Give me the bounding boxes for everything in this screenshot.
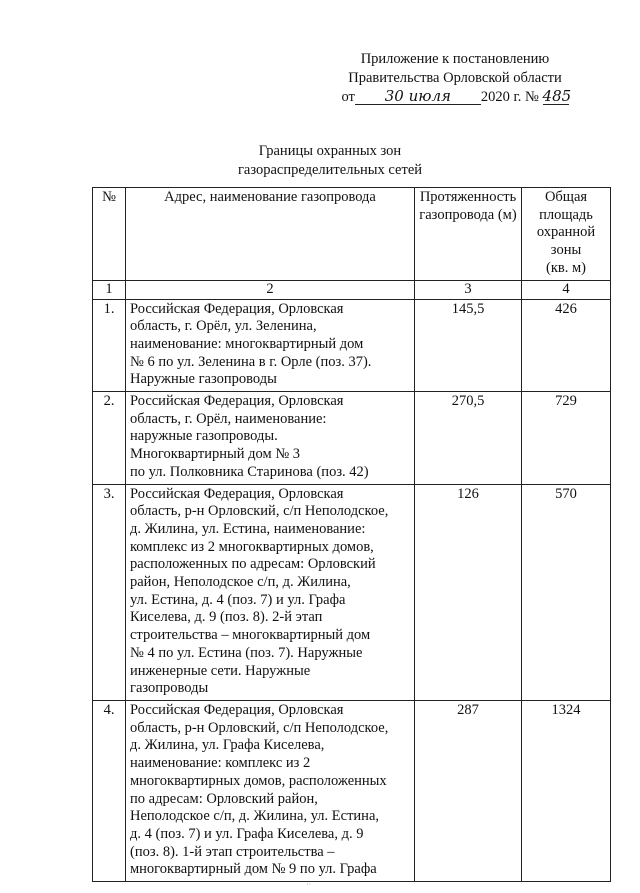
table-row [93, 299, 611, 392]
row-address: Российская Федерация, Орловская область, р-н Орловский, с/п Неполодское, д. Жилина, ул. Графа Киселева, наименование: комплекс из 2 многоквартирных домов, расположенных по адресам: Орловский район, Неполодское с/п, д. Жилина, ул. Естина, д. 4 (поз. 7) и ул. Графа Киселева, д. 9 (поз. 8). 1-й этап строительства – многоквартирный дом № 9 по ул. Графа [126, 700, 415, 881]
column-index: 2 [126, 280, 415, 299]
row-number: 3. [93, 484, 126, 700]
row-number: 1. [93, 299, 126, 392]
from-prefix: от [341, 89, 355, 105]
handwritten-number: 485 [542, 87, 572, 105]
appendix-header [300, 50, 610, 107]
year-number-text: 2020 г. № [480, 89, 539, 105]
row-address: Российская Федерация, Орловская область, р-н Орловский, с/п Неполодское, д. Жилина, ул. Естина, наименование: комплекс из 2 многоквартирных домов, расположенных по адресам: Орловский район, Неполодское с/п, д. Жилина, ул. Естина, д. 4 (поз. 7) и ул. Графа Киселева, д. 9 (поз. 8). 2-й этап строительства – многоквартирный дом № 4 по ул. Естина (поз. 7). Наружные инженерные сети. Наружные газопроводы [126, 484, 415, 700]
row-area: 426 [522, 299, 611, 392]
row-length: 287 [415, 700, 522, 881]
row-number: 4. [93, 700, 126, 881]
row-length: 270,5 [415, 392, 522, 485]
appendix-date-line [300, 88, 610, 107]
appendix-line-1: Приложение к постановлению [360, 51, 550, 67]
column-index-row [93, 280, 611, 299]
appendix-line-2: Правительства Орловской области [348, 70, 562, 86]
column-index: 1 [93, 280, 126, 299]
row-length: 145,5 [415, 299, 522, 392]
header-number: № [93, 188, 126, 281]
row-area: 1324 [522, 700, 611, 881]
handwritten-date: 30 июля [355, 89, 481, 105]
table-header-row [93, 188, 611, 281]
table-row [93, 392, 611, 485]
table-row [93, 700, 611, 881]
document-title [150, 142, 510, 180]
column-index: 4 [522, 280, 611, 299]
header-length: Протяженность газопровода (м) [415, 188, 522, 281]
row-area: 729 [522, 392, 611, 485]
title-line-1: Границы охранных зон [258, 143, 402, 159]
table-row [93, 484, 611, 700]
row-area: 570 [522, 484, 611, 700]
row-address: Российская Федерация, Орловская область, г. Орёл, ул. Зеленина, наименование: многоквартирный дом № 6 по ул. Зеленина в г. Орле (поз. 37). Наружные газопроводы [126, 299, 415, 392]
row-address: Российская Федерация, Орловская область, г. Орёл, наименование: наружные газопроводы. Многоквартирный дом № 3 по ул. Полковника Старинова (поз. 42) [126, 392, 415, 485]
header-address: Адрес, наименование газопровода [126, 188, 415, 281]
header-area: Общая площадь охранной зоны (кв. м) [522, 188, 611, 281]
column-index: 3 [415, 280, 522, 299]
scan-artifact: ·· [306, 880, 312, 889]
protection-zones-table [92, 187, 611, 882]
title-line-2: газораспределительных сетей [237, 162, 423, 178]
row-length: 126 [415, 484, 522, 700]
row-number: 2. [93, 392, 126, 485]
